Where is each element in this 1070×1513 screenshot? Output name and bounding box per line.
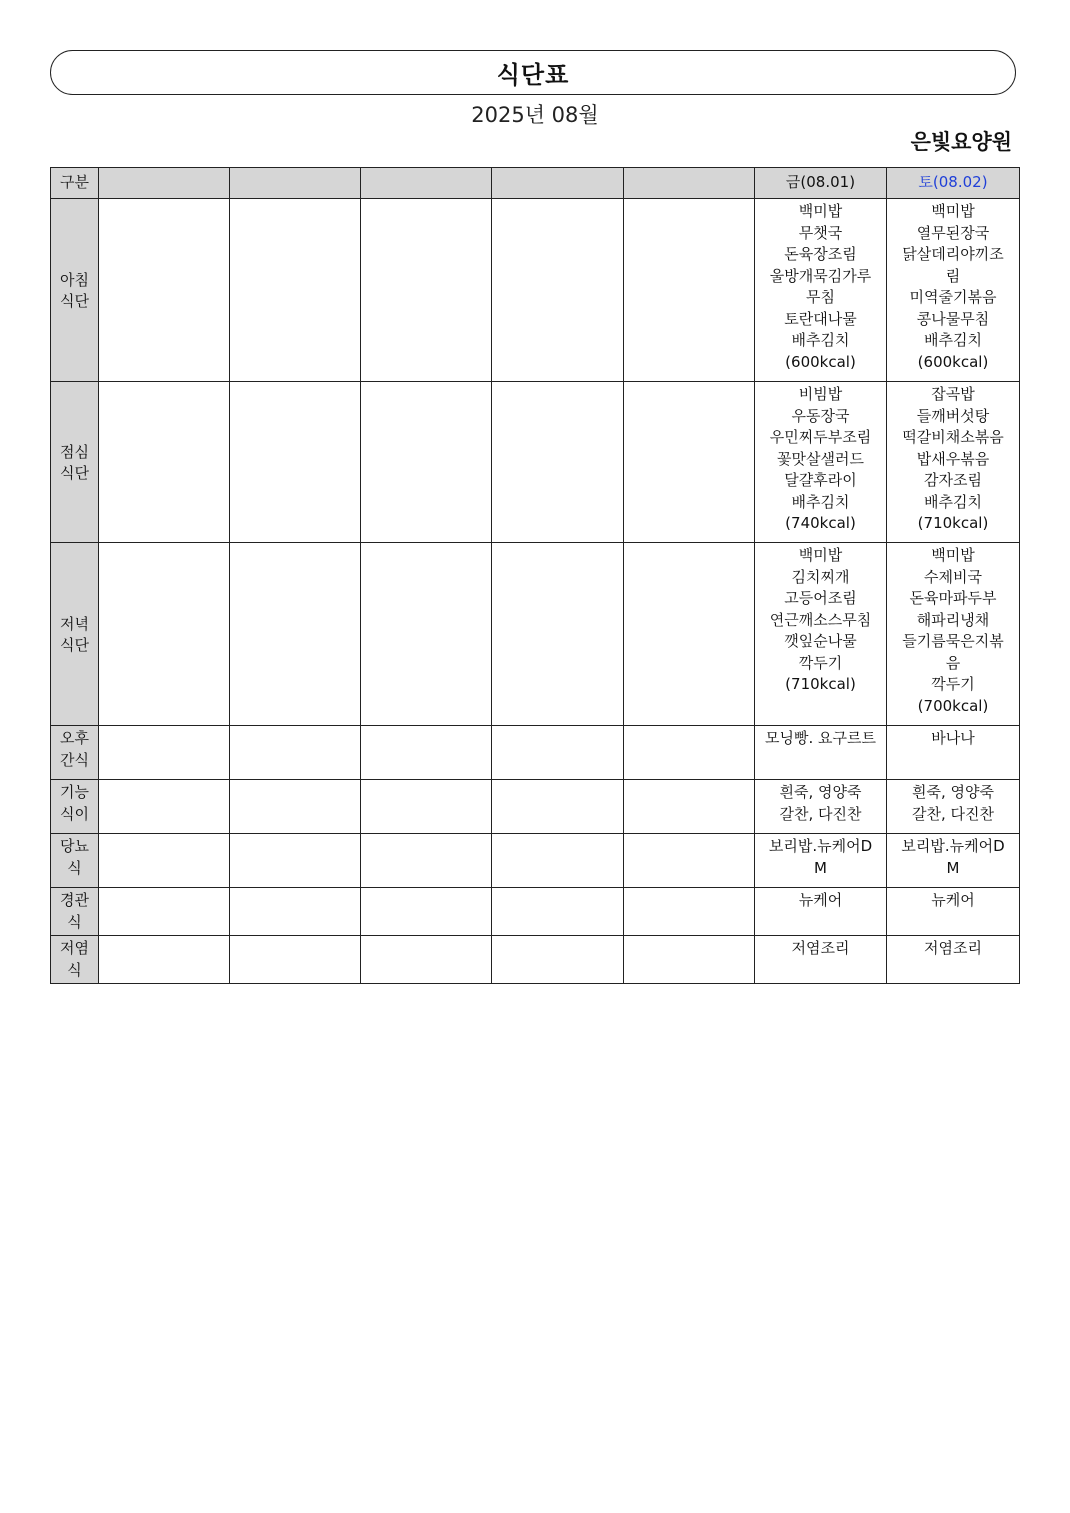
empty-cell [99,726,230,780]
empty-cell [230,780,361,834]
empty-cell [492,382,624,543]
empty-cell [99,936,230,984]
table-row [51,834,1020,888]
day-header-4 [492,168,624,199]
month-label: 2025년 08월 [471,103,599,127]
lunch-saturday: 잡곡밥 들깨버섯탕 떡갈비채소볶음 밥새우볶음 감자조림 배추김치 (710kcal) [887,382,1020,543]
weekly-menu-table [50,167,1020,984]
empty-cell [492,199,624,382]
empty-cell [361,543,492,726]
empty-cell [492,780,624,834]
low-salt-diet-saturday: 저염조리 [887,936,1020,984]
dinner-saturday: 백미밥 수제비국 돈육마파두부 해파리냉채 들기름묵은지볶 음 깍두기 (700kcal) [887,543,1020,726]
empty-cell [99,780,230,834]
empty-cell [230,382,361,543]
empty-cell [361,726,492,780]
empty-cell [492,834,624,888]
empty-cell [230,543,361,726]
empty-cell [361,936,492,984]
empty-cell [624,888,755,936]
empty-cell [624,382,755,543]
breakfast-friday: 백미밥 무챗국 돈육장조림 울방개묵김가루 무침 토란대나물 배추김치 (600kcal) [755,199,887,382]
day-header-friday: 금(08.01) [755,168,887,199]
row-label-tube-feeding: 경관 식 [51,888,99,936]
table-row [51,888,1020,936]
tube-feeding-saturday: 뉴케어 [887,888,1020,936]
functional-diet-saturday: 흰죽, 영양죽 갈찬, 다진찬 [887,780,1020,834]
day-header-2 [230,168,361,199]
functional-diet-friday: 흰죽, 영양죽 갈찬, 다진찬 [755,780,887,834]
diabetic-diet-friday: 보리밥.뉴케어D M [755,834,887,888]
table-row [51,199,1020,382]
empty-cell [361,780,492,834]
table-header-row [51,168,1020,199]
table-row [51,726,1020,780]
empty-cell [230,199,361,382]
empty-cell [492,726,624,780]
empty-cell [361,382,492,543]
table-row [51,543,1020,726]
table-row [51,936,1020,984]
row-label-low-salt-diet: 저염 식 [51,936,99,984]
empty-cell [230,888,361,936]
empty-cell [230,834,361,888]
day-header-3 [361,168,492,199]
empty-cell [624,834,755,888]
facility-name: 은빛요양원 [910,130,1012,154]
day-header-saturday: 토(08.02) [887,168,1020,199]
low-salt-diet-friday: 저염조리 [755,936,887,984]
table-row [51,382,1020,543]
empty-cell [99,382,230,543]
row-label-dinner: 저녁 식단 [51,543,99,726]
empty-cell [624,936,755,984]
empty-cell [230,726,361,780]
empty-cell [361,199,492,382]
snack-friday: 모닝빵. 요구르트 [755,726,887,780]
empty-cell [230,936,361,984]
corner-cell: 구분 [51,168,99,199]
empty-cell [624,199,755,382]
breakfast-saturday: 백미밥 열무된장국 닭살데리야끼조 림 미역줄기볶음 콩나물무침 배추김치 (600kcal) [887,199,1020,382]
empty-cell [492,936,624,984]
empty-cell [492,543,624,726]
empty-cell [361,888,492,936]
dinner-friday: 백미밥 김치찌개 고등어조림 연근깨소스무침 깻잎순나물 깍두기 (710kcal) [755,543,887,726]
empty-cell [361,834,492,888]
day-header-5 [624,168,755,199]
empty-cell [99,834,230,888]
empty-cell [624,726,755,780]
empty-cell [492,888,624,936]
row-label-diabetic-diet: 당뇨 식 [51,834,99,888]
snack-saturday: 바나나 [887,726,1020,780]
day-header-1 [99,168,230,199]
empty-cell [99,543,230,726]
page-title: 식단표 [496,61,570,89]
row-label-breakfast: 아침 식단 [51,199,99,382]
table-row [51,780,1020,834]
empty-cell [99,888,230,936]
empty-cell [624,543,755,726]
row-label-snack: 오후 간식 [51,726,99,780]
empty-cell [99,199,230,382]
menu-title-banner [50,50,1016,95]
empty-cell [624,780,755,834]
diabetic-diet-saturday: 보리밥.뉴케어D M [887,834,1020,888]
row-label-lunch: 점심 식단 [51,382,99,543]
row-label-functional-diet: 기능 식이 [51,780,99,834]
tube-feeding-friday: 뉴케어 [755,888,887,936]
lunch-friday: 비빔밥 우동장국 우민찌두부조림 꽃맛살샐러드 달걀후라이 배추김치 (740kcal) [755,382,887,543]
